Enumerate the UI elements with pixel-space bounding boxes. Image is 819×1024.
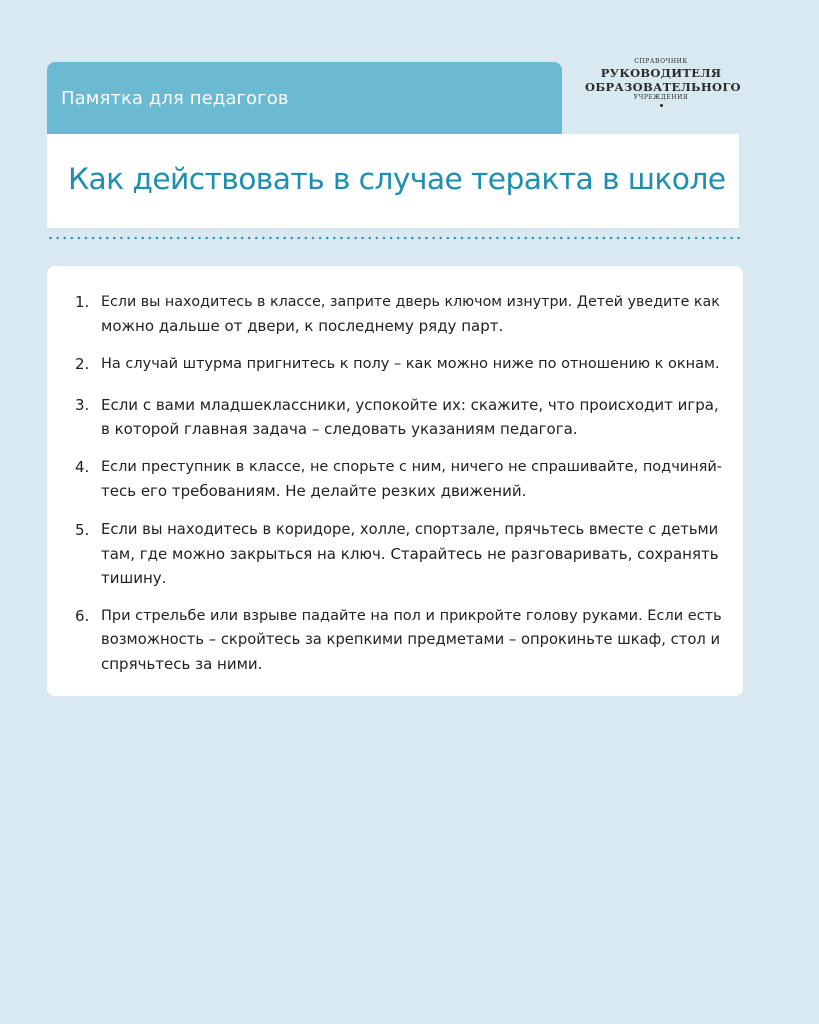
header-tab bbox=[47, 62, 562, 134]
item-number: 3. bbox=[75, 396, 90, 414]
item-number: 6. bbox=[75, 607, 90, 625]
dotted-divider bbox=[47, 236, 743, 240]
logo-line-1: РУКОВОДИТЕЛЯ bbox=[600, 66, 722, 80]
item-text bbox=[101, 352, 725, 376]
item-number: 4. bbox=[75, 458, 90, 476]
publisher-logo bbox=[585, 58, 741, 107]
item-line: Если преступник в классе, не спорьте с ним, ничего не спрашивайте, подчиняй- bbox=[101, 459, 723, 475]
logo-line-2: ОБРАЗОВАТЕЛЬНОГО bbox=[585, 80, 741, 94]
page-title: Как действовать в случае теракта в школе bbox=[68, 162, 726, 197]
item-line: возможность – скройтесь за крепкими предметами – опрокиньте шкаф, стол и bbox=[101, 631, 721, 648]
logo-bottom-text: УЧРЕЖДЕНИЯ bbox=[633, 94, 689, 101]
header-tab-label: Памятка для педагогов bbox=[61, 88, 289, 109]
title-box bbox=[47, 134, 739, 228]
item-line: можно дальше от двери, к последнему ряду парт. bbox=[101, 317, 504, 335]
item-number: 2. bbox=[75, 355, 90, 373]
item-line: в которой главная задача – следовать указаниям педагога. bbox=[101, 420, 578, 438]
item-line: Если вы находитесь в коридоре, холле, спортзале, прячьтесь вместе с детьми bbox=[101, 521, 719, 538]
item-line: Если с вами младшеклассники, успокойте их: скажите, что происходит игра, bbox=[101, 396, 719, 414]
item-line: тишину. bbox=[101, 569, 167, 587]
item-number: 1. bbox=[75, 293, 90, 311]
item-line: При стрельбе или взрыве падайте на пол и прикройте голову руками. Если есть bbox=[101, 608, 722, 624]
item-line: На случай штурма пригнитесь к полу – как можно ниже по отношению к окнам. bbox=[101, 356, 720, 372]
logo-dot-icon bbox=[660, 104, 663, 107]
item-line: спрячьтесь за ними. bbox=[101, 655, 263, 673]
item-line: тесь его требованиям. Не делайте резких движений. bbox=[101, 482, 527, 500]
logo-top-text: СПРАВОЧНИК bbox=[634, 58, 688, 65]
item-line: там, где можно закрыться на ключ. Старайтесь не разговаривать, сохранять bbox=[101, 545, 719, 563]
item-text bbox=[101, 290, 725, 338]
item-text bbox=[101, 393, 725, 441]
instructions-card bbox=[47, 266, 743, 696]
item-text bbox=[101, 604, 725, 676]
item-line: Если вы находитесь в классе, заприте дверь ключом изнутри. Детей уведите как bbox=[101, 294, 720, 310]
item-text bbox=[101, 518, 725, 590]
item-number: 5. bbox=[75, 521, 90, 539]
item-text bbox=[101, 455, 725, 503]
